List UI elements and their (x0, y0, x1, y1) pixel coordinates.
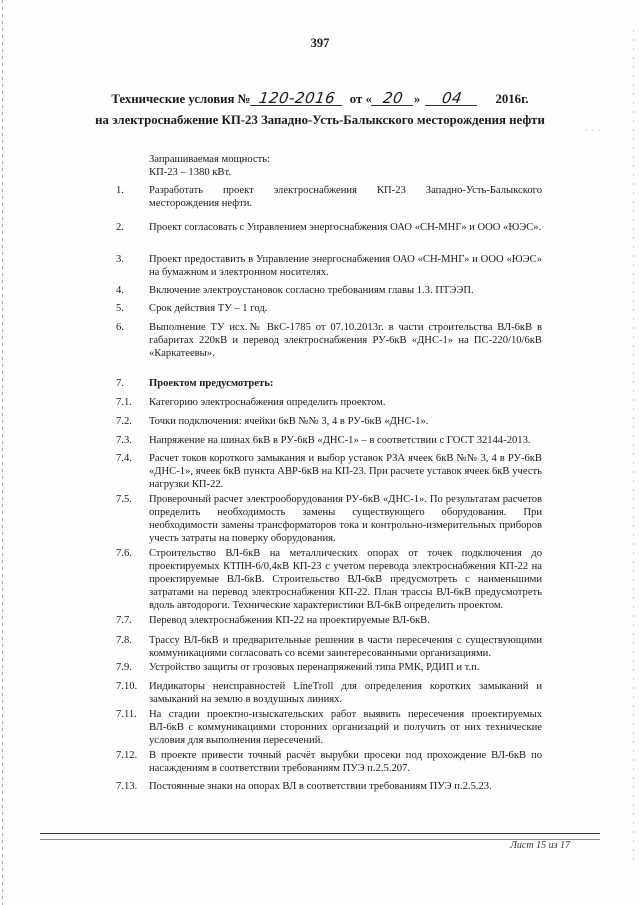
requested-power-label: Запрашиваемая мощность: (149, 154, 270, 165)
requested-power-value: КП-23 – 1380 кВт. (149, 167, 231, 178)
footer-divider (40, 833, 600, 834)
item-number: 7.12. (116, 750, 138, 761)
item-text: В проекте привести точный расчёт вырубки просеки под прохождение ВЛ-6кВ по насаждениям в соответствии требованиям ПУЭ п.2.5.207. (149, 750, 542, 774)
item-number: 7.11. (116, 709, 137, 720)
item-text: Расчет токов короткого замыкания и выбор уставок РЗА ячеек 6кВ №№ 3, 4 в РУ-6кВ «ДНС-1», ячеек 6кВ пункта АВР-6кВ на КП-23. При расчете уставок ячеек 6кВ учесть нагрузки КП-22. (149, 453, 542, 490)
item-text: Категорию электроснабжения определить проектом. (149, 397, 386, 408)
title-year: 2016г. (495, 92, 529, 106)
item-text: Перевод электроснабжения КП-22 на проектируемые ВЛ-6кВ. (149, 615, 430, 626)
item-number: 2. (116, 222, 124, 233)
item-text: Проектом предусмотреть: (149, 378, 274, 389)
item-number: 7.6. (116, 548, 132, 559)
page-number: 397 (310, 36, 330, 50)
item-number: 7.10. (116, 681, 138, 692)
item-number: 7.9. (116, 662, 132, 673)
handwritten-number: 120-2016 (250, 92, 344, 106)
handwritten-month: 04 (425, 92, 479, 106)
item-number: 7. (116, 378, 124, 389)
scan-edge-right (633, 30, 634, 865)
title-prefix: Технические условия № (111, 92, 251, 106)
sheet-number: Лист 15 из 17 (510, 840, 570, 851)
item-text: Проверочный расчет электрооборудования РУ-6кВ «ДНС-1». По результатам расчетов определить необходимость замены существующего оборудования. При необходимости замены трансформаторов тока и контрольно-измерительных приборов учесть затраты на поверку оборудования. (149, 494, 542, 544)
item-number: 7.13. (116, 781, 138, 792)
scan-speck: · · · (585, 126, 602, 135)
requested-power (149, 153, 270, 179)
item-number: 4. (116, 285, 124, 296)
item-text: Постоянные знаки на опорах ВЛ в соответствии требованиям ПУЭ п.2.5.23. (149, 781, 492, 792)
document-subtitle: на электроснабжение КП-23 Западно-Усть-Балыкского месторождения нефти (95, 113, 545, 127)
item-number: 7.4. (116, 453, 132, 464)
document-title (0, 89, 640, 107)
item-number: 5. (116, 303, 124, 314)
item-text: Устройство защиты от грозовых перенапряжений типа РМК, РДИП и т.п. (149, 662, 480, 673)
item-text: Выполнение ТУ исх.№ ВкС-1785 от 07.10.2013г. в части строительства ВЛ-6кВ в габаритах 220кВ и перевод электроснабжения РУ-6кВ «ДНС-1» на ПС-220/10/6кВ «Каркатеевы». (149, 322, 542, 359)
item-number: 7.3. (116, 435, 132, 446)
item-text: Напряжение на шинах 6кВ в РУ-6кВ «ДНС-1» – в соответствии с ГОСТ 32144-2013. (149, 435, 531, 446)
item-text: Проект предоставить в Управление энергоснабжения ОАО «СН-МНГ» и ООО «ЮЭС» на бумажном и электронном носителях. (149, 254, 542, 278)
item-number: 7.7. (116, 615, 132, 626)
item-text: Трассу ВЛ-6кВ и предварительные решения в части пересечения с существующими коммуникациями согласовать со всеми заинтересованными организациями. (149, 635, 542, 659)
title-from: от « (349, 92, 372, 106)
handwritten-day: 20 (371, 92, 415, 106)
item-text: На стадии проектно-изыскательских работ выявить пересечения проектируемых ВЛ-6кВ с коммуникациями сторонних организаций и получить от них технические условия для выполнения пересечений. (149, 709, 542, 746)
item-number: 3. (116, 254, 124, 265)
item-text: Проект согласовать с Управлением энергоснабжения ОАО «СН-МНГ» и ООО «ЮЭС». (149, 222, 542, 233)
item-text: Включение электроустановок согласно требованиям главы 1.3. ПТЭЭП. (149, 285, 474, 296)
item-text: Строительство ВЛ-6кВ на металлических опорах от точек подключения до проектируемых КТПН-6/0,4кВ КП-23 с учетом перевода электроснабжения КП-22 на проектируемые ВЛ-6кВ. Строительство ВЛ-6кВ предусмотреть с наименьшими затратами на перевод электроснабжения КП-22. План трассы ВЛ-6кВ предусмотреть вдоль автодороги. Технические характеристики ВЛ-6кВ определить проектом. (149, 548, 542, 611)
item-text: Срок действия ТУ – 1 год. (149, 303, 268, 314)
title-day-close: » (413, 92, 421, 106)
item-number: 7.1. (116, 397, 132, 408)
item-number: 1. (116, 185, 124, 196)
item-number: 6. (116, 322, 124, 333)
item-text: Разработать проект электроснабжения КП-23 Западно-Усть-Балыкского месторождения нефти. (149, 185, 542, 209)
scan-edge-left (2, 0, 3, 905)
item-number: 7.5. (116, 494, 132, 505)
item-number: 7.8. (116, 635, 132, 646)
item-text: Точки подключения: ячейки 6кВ №№ 3, 4 в РУ-6кВ «ДНС-1». (149, 416, 429, 427)
item-text: Индикаторы неисправностей LineTroll для определения коротких замыканий и замыканий на землю в воздушных линиях. (149, 681, 542, 705)
item-number: 7.2. (116, 416, 132, 427)
